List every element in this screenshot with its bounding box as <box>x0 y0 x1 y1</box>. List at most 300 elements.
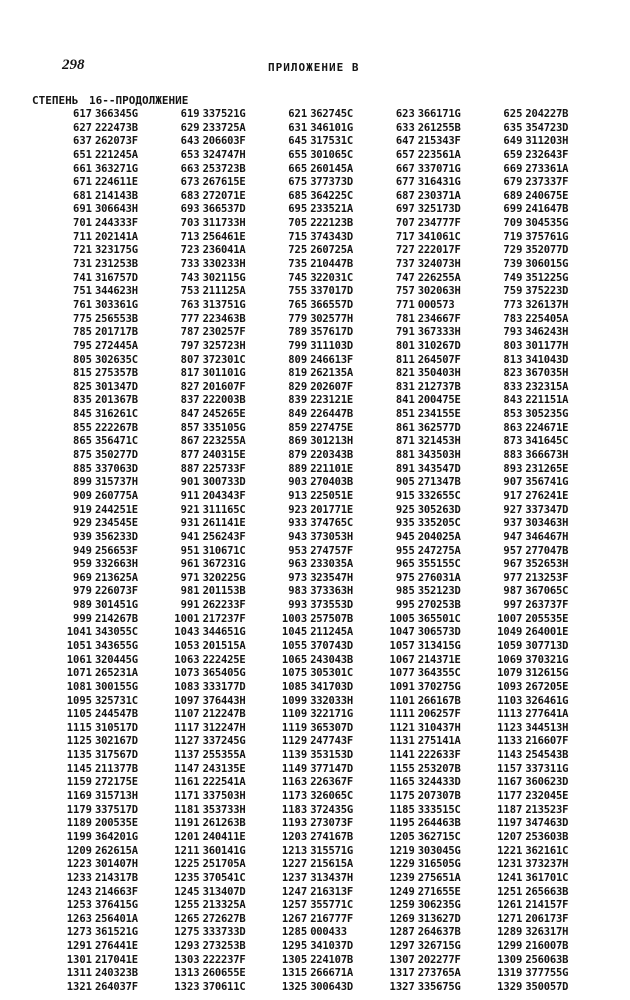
table-entry <box>492 299 594 313</box>
entry-value: 366557D <box>310 298 354 311</box>
table-entry <box>277 790 379 804</box>
entry-value: 201515A <box>202 639 246 652</box>
entry-index: 853 <box>503 408 523 421</box>
entry-value: 337245G <box>202 735 246 748</box>
table-entry <box>277 940 379 954</box>
entry-index: 933 <box>288 517 308 530</box>
table-entry <box>62 981 164 995</box>
table-entry <box>492 722 594 736</box>
entry-index: 667 <box>395 162 415 175</box>
entry-index: 671 <box>73 176 92 189</box>
table-entry <box>385 763 487 777</box>
table-entry <box>170 886 272 900</box>
entry-index: 1301 <box>66 953 92 966</box>
entry-value: 261255B <box>417 121 461 134</box>
table-entry <box>62 340 164 354</box>
table-entry <box>277 285 379 299</box>
table-entry <box>170 763 272 777</box>
table-entry <box>385 449 487 463</box>
entry-value: 301065C <box>310 148 354 161</box>
table-entry <box>492 940 594 954</box>
entry-value: 212247B <box>202 708 246 721</box>
entry-value: 312615G <box>525 667 569 680</box>
entry-value: 261141E <box>202 517 246 530</box>
entry-value: 337063D <box>95 462 138 475</box>
entry-index: 1275 <box>174 926 200 939</box>
entry-index: 1099 <box>281 694 308 707</box>
table-entry <box>170 135 272 149</box>
table-entry <box>62 585 164 599</box>
entry-index: 1163 <box>281 776 308 789</box>
table-entry <box>277 722 379 736</box>
entry-index: 937 <box>503 517 523 530</box>
table-entry <box>62 272 164 286</box>
table-entry <box>62 435 164 449</box>
entry-value: 216607F <box>525 735 569 748</box>
entry-value: 370321G <box>525 653 569 666</box>
entry-index: 811 <box>395 353 415 366</box>
entry-value: 217041E <box>95 953 138 966</box>
table-entry <box>385 654 487 668</box>
entry-index: 989 <box>73 599 92 612</box>
table-entry <box>62 190 164 204</box>
entry-value: 222123B <box>310 217 354 230</box>
entry-value: 313437H <box>310 871 354 884</box>
table-entry <box>170 176 272 190</box>
entry-value: 220343B <box>310 449 354 462</box>
entry-index: 653 <box>180 148 200 161</box>
entry-index: 625 <box>503 108 523 120</box>
entry-value: 377147D <box>310 762 354 775</box>
entry-index: 629 <box>180 121 200 134</box>
table-entry <box>492 313 594 327</box>
entry-value: 273073F <box>310 817 354 830</box>
table-entry <box>492 394 594 408</box>
entry-value: 256401A <box>95 912 138 925</box>
entry-index: 921 <box>180 503 200 516</box>
entry-value: 350403H <box>417 367 461 380</box>
entry-index: 1063 <box>174 653 200 666</box>
entry-index: 735 <box>288 258 308 271</box>
entry-value: 214371E <box>417 653 461 666</box>
entry-value: 361521G <box>95 926 138 939</box>
table-entry <box>277 763 379 777</box>
table-entry <box>277 504 379 518</box>
table-entry <box>277 490 379 504</box>
entry-index: 949 <box>73 544 92 557</box>
entry-index: 711 <box>73 230 92 243</box>
table-entry <box>277 326 379 340</box>
entry-value: 372301C <box>202 353 246 366</box>
entry-index: 1181 <box>174 803 200 816</box>
entry-value: 204025A <box>417 530 461 543</box>
entry-value: 315713H <box>95 790 138 803</box>
entry-index: 807 <box>180 353 200 366</box>
table-entry <box>492 203 594 217</box>
table-entry <box>277 135 379 149</box>
entry-index: 631 <box>288 121 308 134</box>
table-entry <box>62 558 164 572</box>
entry-index: 941 <box>180 530 200 543</box>
entry-index: 715 <box>288 230 308 243</box>
table-entry <box>277 408 379 422</box>
entry-index: 919 <box>73 503 92 516</box>
table-entry <box>385 313 487 327</box>
entry-index: 745 <box>288 271 308 284</box>
entry-value: 223121E <box>310 394 354 407</box>
entry-value: 377755G <box>525 967 569 980</box>
entry-value: 370743D <box>310 639 354 652</box>
entry-index: 665 <box>288 162 308 175</box>
entry-index: 883 <box>503 449 523 462</box>
entry-index: 1329 <box>497 981 523 993</box>
entry-value: 204343F <box>202 489 246 502</box>
entry-index: 963 <box>288 558 308 571</box>
table-entry <box>385 558 487 572</box>
table-entry <box>62 244 164 258</box>
table-entry <box>170 572 272 586</box>
table-entry <box>492 681 594 695</box>
table-entry <box>62 926 164 940</box>
entry-index: 619 <box>180 108 200 120</box>
table-entry <box>385 354 487 368</box>
entry-value: 367333H <box>417 326 461 339</box>
entry-value: 211125A <box>202 285 246 298</box>
table-entry <box>385 599 487 613</box>
table-entry <box>170 354 272 368</box>
entry-value: 263737F <box>525 599 569 612</box>
table-entry <box>385 203 487 217</box>
entry-index: 1053 <box>174 639 200 652</box>
entry-index: 1309 <box>497 953 523 966</box>
entry-value: 202277F <box>417 953 461 966</box>
entry-index: 1165 <box>389 776 415 789</box>
entry-index: 987 <box>503 585 523 598</box>
table-entry <box>492 367 594 381</box>
entry-value: 337517D <box>95 803 138 816</box>
table-entry <box>170 394 272 408</box>
entry-index: 959 <box>73 558 92 571</box>
table-entry <box>277 654 379 668</box>
entry-value: 346467H <box>525 530 569 543</box>
entry-value: 323175G <box>95 244 138 257</box>
entry-index: 1201 <box>174 830 200 843</box>
entry-value: 230257F <box>202 326 246 339</box>
entry-index: 969 <box>73 571 92 584</box>
entry-value: 366673H <box>525 449 569 462</box>
entry-value: 225733F <box>202 462 246 475</box>
table-entry <box>277 681 379 695</box>
table-entry <box>492 231 594 245</box>
entry-value: 200535E <box>95 817 138 830</box>
table-entry <box>62 408 164 422</box>
table-entry <box>492 858 594 872</box>
entry-value: 232045E <box>525 790 569 803</box>
entry-index: 815 <box>73 367 92 380</box>
entry-value: 223255A <box>202 435 246 448</box>
entry-index: 1233 <box>66 871 92 884</box>
table-entry <box>170 722 272 736</box>
entry-index: 985 <box>395 585 415 598</box>
entry-index: 743 <box>180 271 200 284</box>
entry-value: 344623H <box>95 285 138 298</box>
entry-value: 260655E <box>202 967 246 980</box>
entry-value: 226073F <box>95 585 138 598</box>
entry-value: 214157F <box>525 899 569 912</box>
entry-value: 375223D <box>525 285 569 298</box>
entry-index: 1137 <box>174 749 200 762</box>
table-entry <box>492 258 594 272</box>
entry-index: 741 <box>73 271 92 284</box>
table-entry <box>170 272 272 286</box>
entry-index: 1071 <box>66 667 92 680</box>
table-entry <box>492 463 594 477</box>
entry-value: 352077D <box>525 244 569 257</box>
entry-value: 272627B <box>202 912 246 925</box>
table-entry <box>277 585 379 599</box>
table-entry <box>170 340 272 354</box>
entry-value: 324433D <box>417 776 461 789</box>
entry-index: 971 <box>180 571 200 584</box>
entry-value: 262135A <box>310 367 354 380</box>
entry-value: 364355C <box>417 667 461 680</box>
entry-index: 651 <box>73 148 92 161</box>
entry-index: 785 <box>73 326 92 339</box>
table-entry <box>385 163 487 177</box>
table-entry <box>492 476 594 490</box>
entry-value: 305263D <box>417 503 461 516</box>
entry-index: 1179 <box>66 803 92 816</box>
table-entry <box>492 163 594 177</box>
entry-index: 875 <box>73 449 92 462</box>
table-entry <box>62 722 164 736</box>
table-entry <box>385 913 487 927</box>
section-subtitle: 16--ПРОДОЛЖЕНИЕ <box>88 94 189 107</box>
entry-index: 1247 <box>281 885 308 898</box>
table-entry <box>277 899 379 913</box>
entry-value: 372435G <box>310 803 354 816</box>
entry-index: 889 <box>288 462 308 475</box>
entry-index: 1103 <box>497 694 523 707</box>
entry-value: 241647B <box>525 203 569 216</box>
entry-value: 256461E <box>202 230 246 243</box>
entry-value: 326065C <box>310 790 354 803</box>
entry-index: 983 <box>288 585 308 598</box>
entry-value: 301407H <box>95 858 138 871</box>
table-entry <box>385 954 487 968</box>
entry-index: 683 <box>180 189 200 202</box>
entry-index: 1143 <box>497 749 523 762</box>
entry-index: 1209 <box>66 844 92 857</box>
entry-value: 240315E <box>202 449 246 462</box>
table-entry <box>170 599 272 613</box>
table-entry <box>62 899 164 913</box>
entry-index: 655 <box>288 148 308 161</box>
table-entry <box>170 804 272 818</box>
entry-value: 357617D <box>310 326 354 339</box>
entry-value: 302115G <box>202 271 246 284</box>
entry-index: 1219 <box>389 844 415 857</box>
section-label: СТЕПЕНЬ <box>32 94 79 107</box>
entry-index: 905 <box>395 476 415 489</box>
entry-index: 1231 <box>497 858 523 871</box>
entry-value: 251705A <box>202 858 246 871</box>
entry-value: 264001E <box>525 626 569 639</box>
entry-index: 1159 <box>66 776 92 789</box>
table-entry <box>170 408 272 422</box>
entry-value: 225051E <box>310 489 354 502</box>
entry-index: 845 <box>73 408 92 421</box>
entry-index: 621 <box>288 108 308 120</box>
table-entry <box>492 135 594 149</box>
page-number: 298 <box>62 57 85 73</box>
entry-index: 677 <box>395 176 415 189</box>
entry-value: 347463D <box>525 817 569 830</box>
entry-value: 215343F <box>417 135 461 148</box>
table-entry <box>277 749 379 763</box>
entry-index: 763 <box>180 298 200 311</box>
table-entry <box>385 408 487 422</box>
entry-index: 1041 <box>66 626 92 639</box>
entry-index: 1245 <box>174 885 200 898</box>
entry-value: 362577D <box>417 421 461 434</box>
entry-value: 234545E <box>95 517 138 530</box>
entry-value: 324073H <box>417 258 461 271</box>
entry-value: 245265E <box>202 408 246 421</box>
entry-index: 907 <box>503 476 523 489</box>
entry-index: 617 <box>73 108 92 120</box>
entry-index: 723 <box>180 244 200 257</box>
table-entry <box>492 708 594 722</box>
entry-value: 260725A <box>310 244 354 257</box>
entry-value: 364225C <box>310 189 354 202</box>
entry-value: 202141A <box>95 230 138 243</box>
entry-value: 273765A <box>417 967 461 980</box>
entry-value: 264637B <box>417 926 461 939</box>
entry-index: 1007 <box>497 612 523 625</box>
entry-value: 353153D <box>310 749 354 762</box>
entry-index: 1207 <box>497 830 523 843</box>
entry-index: 945 <box>395 530 415 543</box>
entry-value: 313627D <box>417 912 461 925</box>
entry-index: 771 <box>395 298 415 311</box>
entry-index: 1297 <box>389 940 415 953</box>
entry-value: 000433 <box>310 926 347 939</box>
entry-index: 979 <box>73 585 92 598</box>
entry-index: 925 <box>395 503 415 516</box>
table-entry <box>277 817 379 831</box>
entry-value: 201367B <box>95 394 138 407</box>
entry-value: 211245A <box>310 626 354 639</box>
entry-index: 917 <box>503 489 523 502</box>
table-entry <box>170 449 272 463</box>
entry-value: 213625A <box>95 571 138 584</box>
entry-value: 206257F <box>417 708 461 721</box>
table-entry <box>62 285 164 299</box>
table-entry <box>62 776 164 790</box>
entry-index: 829 <box>288 380 308 393</box>
entry-index: 1235 <box>174 871 200 884</box>
entry-value: 237337F <box>525 176 569 189</box>
entry-value: 226447B <box>310 408 354 421</box>
table-entry <box>492 763 594 777</box>
entry-index: 867 <box>180 435 200 448</box>
entry-value: 222473B <box>95 121 138 134</box>
entry-value: 311203H <box>525 135 569 148</box>
entry-value: 307713D <box>525 639 569 652</box>
entry-value: 234667F <box>417 312 461 325</box>
entry-value: 260145A <box>310 162 354 175</box>
entry-value: 216777F <box>310 912 354 925</box>
entry-index: 1327 <box>389 981 415 993</box>
entry-index: 675 <box>288 176 308 189</box>
entry-value: 200475E <box>417 394 461 407</box>
entry-value: 365405G <box>202 667 246 680</box>
table-entry <box>277 272 379 286</box>
entry-value: 224611E <box>95 176 138 189</box>
entry-value: 313407D <box>202 885 246 898</box>
entry-value: 306015G <box>525 258 569 271</box>
entry-index: 803 <box>503 339 523 352</box>
table-entry <box>170 476 272 490</box>
entry-value: 333515C <box>417 803 461 816</box>
entry-index: 869 <box>288 435 308 448</box>
table-entry <box>62 735 164 749</box>
table-entry <box>277 367 379 381</box>
table-entry <box>170 367 272 381</box>
table-entry <box>492 176 594 190</box>
entry-index: 1197 <box>497 817 523 830</box>
table-entry <box>385 531 487 545</box>
entry-value: 341703D <box>310 680 354 693</box>
table-entry <box>170 313 272 327</box>
entry-index: 1191 <box>174 817 200 830</box>
entry-index: 975 <box>395 571 415 584</box>
entry-value: 214663F <box>95 885 138 898</box>
entry-value: 337017D <box>310 285 354 298</box>
entry-value: 270403B <box>310 476 354 489</box>
table-entry <box>385 176 487 190</box>
table-entry <box>385 886 487 900</box>
entry-index: 1109 <box>281 708 308 721</box>
table-entry <box>277 449 379 463</box>
table-entry <box>170 845 272 859</box>
entry-index: 1161 <box>174 776 200 789</box>
entry-index: 731 <box>73 258 92 271</box>
entry-index: 1081 <box>66 680 92 693</box>
entry-value: 341043D <box>525 353 569 366</box>
entry-index: 825 <box>73 380 92 393</box>
entry-value: 333177D <box>202 680 246 693</box>
table-entry <box>277 108 379 122</box>
table-entry <box>62 613 164 627</box>
table-entry <box>170 381 272 395</box>
entry-value: 256653F <box>95 544 138 557</box>
table-entry <box>170 490 272 504</box>
entry-value: 257507B <box>310 612 354 625</box>
table-entry <box>277 954 379 968</box>
entry-value: 337347D <box>525 503 569 516</box>
entry-index: 1203 <box>281 830 308 843</box>
entry-value: 225405A <box>525 312 569 325</box>
entry-index: 1147 <box>174 762 200 775</box>
table-entry <box>492 449 594 463</box>
entry-index: 861 <box>395 421 415 434</box>
table-entry <box>277 531 379 545</box>
entry-index: 891 <box>395 462 415 475</box>
entry-index: 795 <box>73 339 92 352</box>
entry-value: 275357B <box>95 367 138 380</box>
